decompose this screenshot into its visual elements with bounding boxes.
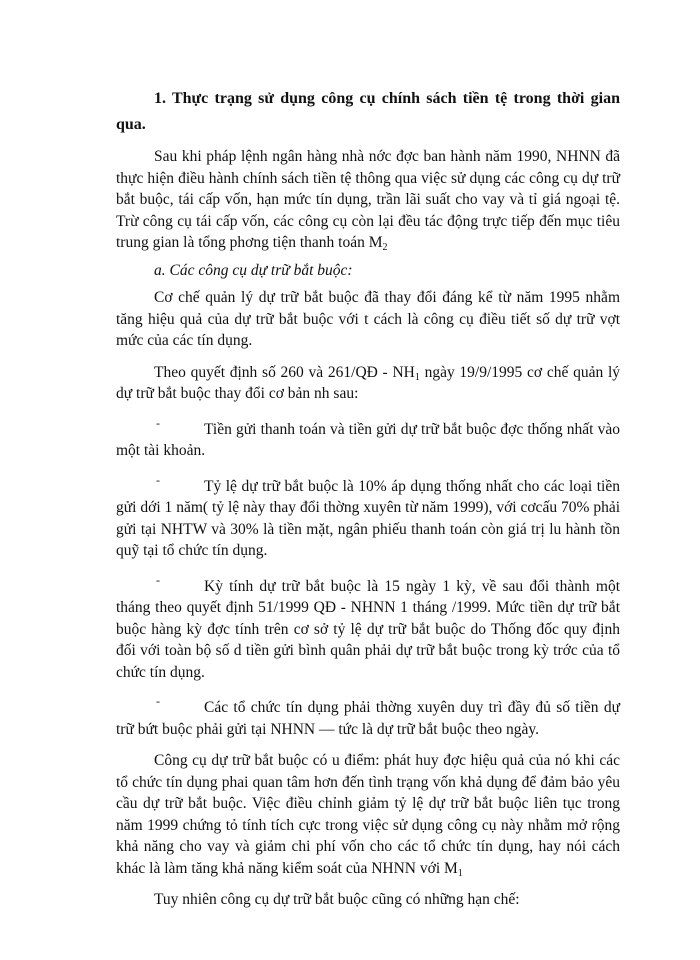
bullet-item (116, 572, 620, 684)
bullet-dash: - (156, 694, 160, 708)
subscript-m1: 1 (457, 867, 463, 879)
bullet-dash: - (156, 572, 160, 587)
bullet-dash: - (156, 472, 160, 487)
subscript-m2: 2 (382, 242, 388, 253)
bullet-item-text: Các tổ chức tín dụng phải thờng xuyên duy trì đầy đủ số tiền dự trữ bứt buộc phải gửi tại NHNN — tức là dự trữ bắt buộc theo ngày. (116, 699, 620, 738)
bullet-item (116, 415, 620, 462)
bullet-item-text: Tỷ lệ dự trữ bắt buộc là 10% áp dụng thống nhất cho các loại tiền gửi dới 1 năm( tỷ lệ này thay đổi thờng xuyên từ năm 1999), với cơcấu 70% phải gửi tại NHTW và 30% là tiền mặt, ngân phiếu thanh toán còn giá trị lu hành tồn quỹ tại tổ chức tín dụng. (116, 477, 620, 559)
paragraph-intro (116, 146, 620, 254)
paragraph-advantages-text: Công cụ dự trữ bắt buộc có u điểm: phát huy đợc hiệu quả của nó khi các tổ chức tín dụng phai quan tâm hơn đến tình trạng vốn khả dụng để đảm bảo yêu cầu dự trữ bắt buộc. Việc điều chỉnh giảm tỷ lệ dự trữ bắt buộc liên tục trong năm 1999 chứng tỏ tính tích cực trong việc sử dụng công cụ này nhằm mở rộng khả năng cho vay và giảm chi phí vốn cho các tổ chức tín dụng, hay nói cách khác là làm tăng khả năng kiểm soát của NHNN với M (116, 752, 620, 877)
paragraph-mechanism: Cơ chế quản lý dự trữ bắt buộc đã thay đổi đáng kể từ năm 1995 nhằm tăng hiệu quả của dự trữ bắt buộc với t cách là công cụ điều tiết số dự trữ vợt mức của các tín dụng. (116, 289, 620, 349)
paragraph-decision-before: Theo quyết định số 260 và 261/QĐ - NH (154, 363, 415, 381)
bullet-dash: - (156, 415, 160, 430)
paragraph-decision (116, 362, 620, 405)
section-heading: 1. Thực trạng sử dụng công cụ chính sách tiền tệ trong thời gian qua. (116, 90, 620, 133)
bullet-item (116, 472, 620, 562)
paragraph-limitations: Tuy nhiên công cụ dự trữ bắt buộc cũng có những hạn chế: (154, 891, 520, 908)
bullet-item (116, 694, 620, 740)
paragraph-advantages (116, 750, 620, 879)
bullet-item-text: Tiền gửi thanh toán và tiền gửi dự trữ bắt buộc đợc thống nhất vào một tài khoản. (116, 420, 620, 459)
paragraph-decision-after: ngày 19/9/1995 cơ chế quản lý dự trữ bắt buộc thay đổi cơ bản nh sau: (116, 363, 620, 402)
paragraph-intro-text: Sau khi pháp lệnh ngân hàng nhà nớc đợc ban hành năm 1990, NHNN đã thực hiện điều hành chính sách tiền tệ thông qua việc sử dụng các công cụ dự trữ bắt buộc, tái cấp vốn, hạn mức tín dụng, trần lãi suất cho vay và tỉ giá ngoại tệ. Trừ công cụ tái cấp vốn, các công cụ còn lại đều tác động trực tiếp đến mục tiêu trung gian là tổng phơng tiện thanh toán M (116, 148, 620, 251)
bullet-item-text: Kỳ tính dự trữ bắt buộc là 15 ngày 1 kỳ, về sau đổi thành một tháng theo quyết định 51/1999 QĐ - NHNN 1 tháng /1999. Mức tiền dự trữ bắt buộc hàng kỳ đợc tính trên cơ sở tỷ lệ dự trữ bắt buộc do Thống đốc quy định đối với toàn bộ số d tiền gửi bình quân phải dự trữ bắt buộc trong kỳ trớc của tổ chức tín dụng. (116, 577, 620, 681)
document-page (116, 86, 620, 911)
subscript-nh1: 1 (414, 371, 420, 383)
subheading-reserve-tools: a. Các công cụ dự trữ bắt buộc: (154, 261, 353, 279)
